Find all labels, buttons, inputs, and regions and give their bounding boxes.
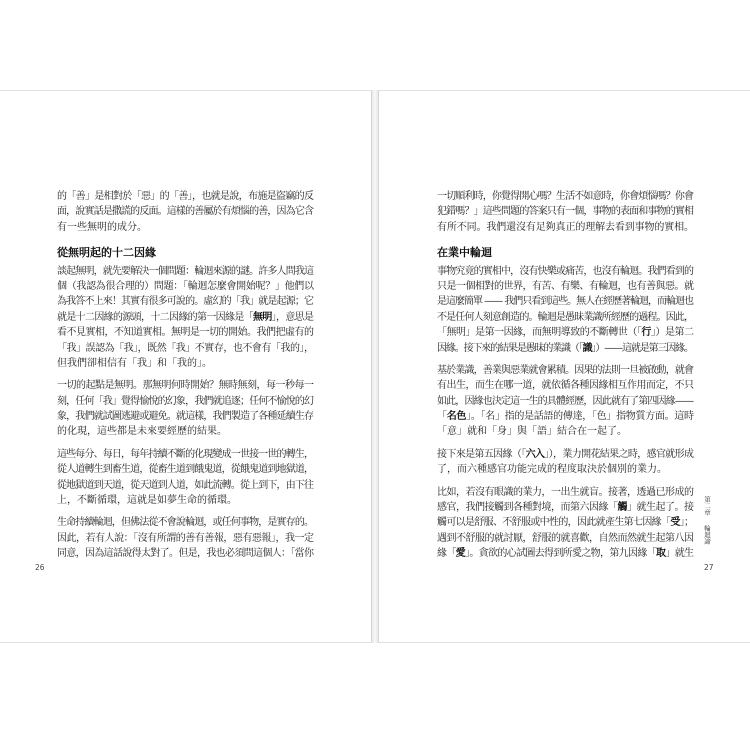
line-text: 同意，因為這話說得太對了。但是，我也必須問這個人：「當你 (57, 548, 314, 560)
text-line (437, 515, 694, 530)
text-run: 」）是第二 (650, 327, 694, 339)
text-run: 」就生 (665, 548, 694, 560)
line-text (437, 500, 694, 515)
chapter-tab (703, 496, 711, 544)
line-text: 從人道轉生到畜生道，從畜生道到餓鬼道，從餓鬼道到地獄道， (57, 464, 314, 476)
line-text: 面，說實話是撒謊的反面。這樣的善屬於有煩惱的善，因為它含 (57, 206, 314, 218)
line-text: 事物究竟的實相中，沒有快樂或痛苦，也沒有輪迴。我們看到的 (437, 265, 694, 277)
text-line (437, 462, 694, 477)
text-line (437, 394, 694, 409)
page-number-left: 26 (35, 563, 45, 572)
line-text: 犯錯嗎？」這些問題的答案只有一個，事物的表面和事物的實相 (437, 206, 694, 218)
text-line (57, 447, 314, 462)
text-run: 」），業力開花結果之時，感官就形成 (544, 448, 694, 460)
left-page-text (57, 189, 314, 562)
line-text: 從地獄道到天道，從天道到人道，如此流轉。從上到下，由下往 (57, 479, 314, 491)
text-line (57, 378, 314, 393)
text-line (57, 424, 314, 439)
line-text (437, 447, 693, 462)
text-line (437, 294, 694, 309)
text-line (437, 409, 694, 424)
line-text (437, 325, 694, 340)
text-line (437, 447, 694, 462)
line-text (437, 515, 693, 530)
text-run: 」，意思是 (271, 311, 314, 323)
text-run: 緣「 (437, 548, 456, 560)
text-line (57, 394, 314, 409)
text-line (57, 409, 314, 424)
text-run: 」。貪欲的心試圖去得到所愛之物，第九因緣「 (465, 548, 657, 560)
paragraph (437, 485, 694, 562)
text-line (437, 264, 694, 279)
line-text (437, 546, 693, 561)
text-line (57, 310, 314, 325)
text-run: 」； (679, 517, 694, 529)
text-line (437, 500, 694, 515)
text-line (437, 424, 694, 439)
line-text (437, 341, 693, 356)
emphasis-term: 行 (641, 327, 651, 339)
paragraph (437, 264, 694, 356)
text-line (437, 310, 694, 325)
line-text: 談起無明，就先要解決一個問題：輪迴來源的謎。許多人問我這 (57, 265, 314, 277)
paragraph (57, 264, 314, 372)
line-text: 這些每分、每日，每年持續不斷的化現變成一世接一世的轉生， (57, 448, 314, 460)
paragraph (437, 189, 694, 235)
line-text: 遇到不舒服的就討厭，舒服的就喜歡，自然而然就生起第八因 (437, 532, 694, 544)
paragraph (57, 189, 314, 235)
chapter-title: 輪迴諦 (703, 524, 711, 545)
text-line (437, 189, 694, 204)
text-run: 觸可以是舒服、不舒服或中性的，因此就產生第七因緣「 (437, 517, 671, 529)
line-text: 「意」就和「身」與「語」結合在一起了。 (437, 426, 627, 438)
text-run: 」）——這就是第三因緣。 (591, 342, 693, 354)
text-line (437, 220, 694, 235)
paragraph (57, 447, 314, 509)
line-text: 了，而六種感官功能完成的程度取決於個別的業力。 (437, 464, 667, 476)
line-text: 是這麼簡單 —— 我們只看到這些。無人在經歷著輪迴，而輪迴也 (437, 296, 693, 308)
text-line (437, 279, 694, 294)
text-run: 感官，我們接觸到各種對境，而第六因緣「 (437, 502, 618, 514)
line-text: 「我」誤認為「我」，既然「我」不實存，也不會有「我的」， (57, 342, 314, 354)
line-text: 只是一個相對的世界，有苦、有樂、有輪迴，也有善與惡。就 (437, 280, 694, 292)
line-text: 的「善」是相對於「惡」的「善」，也就是說，布施是盜竊的反 (57, 191, 314, 202)
text-line (437, 363, 694, 378)
emphasis-term: 觸 (617, 502, 627, 514)
text-line (57, 325, 314, 340)
text-run: 就是十二因緣的源頭，十二因緣的第一因緣是「 (57, 311, 253, 323)
line-text: 生命持續輪迴，但佛法從不會說輪迴，或任何事物，是實存的。 (57, 517, 314, 529)
emphasis-term: 名色 (446, 411, 467, 423)
text-line (57, 204, 314, 219)
page-number-right: 27 (704, 563, 714, 572)
paragraph (57, 515, 314, 561)
text-line (57, 356, 314, 371)
text-line (57, 493, 314, 508)
text-line (437, 546, 694, 561)
line-text: 一切順利時，你覺得開心嗎？生活不如意時，你會煩惱嗎？你會 (437, 191, 694, 202)
line-text: 象，我們就試圖逃避或避免。就這樣，我們製造了各種延續生存 (57, 411, 314, 423)
text-line (437, 531, 694, 546)
text-line (57, 279, 314, 294)
paragraph (437, 447, 694, 478)
text-line (57, 294, 314, 309)
line-text (437, 409, 694, 424)
emphasis-term: 六入 (525, 448, 545, 460)
text-line (57, 546, 314, 561)
text-run: 「無明」是第一因緣，而無明導致的不斷轉世（「 (437, 327, 642, 339)
section-heading: 在業中輪迴 (437, 246, 492, 260)
emphasis-term: 識 (582, 342, 592, 354)
paragraph (437, 363, 694, 440)
text-line (437, 341, 694, 356)
line-text: 有所不同。我們還沒有足夠真正的理解去看到事物的實相。 (437, 221, 694, 233)
text-line (57, 531, 314, 546)
line-text: 但我們卻相信有「我」和「我的」。 (57, 357, 212, 369)
line-text: 刻，任何「我」覺得愉悅的幻象，我們就追逐；任何不愉悅的幻 (57, 395, 314, 407)
line-text: 有出生，而生在哪一道，就依循各種因緣相互作用而定，不只 (437, 380, 694, 392)
text-line (437, 325, 694, 340)
line-text: 因此，若有人說：「沒有所謂的善有善報，惡有惡報」，我一定 (57, 532, 314, 544)
line-text: 不是任何人刻意創造的。輪迴是愚昧業識所經歷的過程。因此， (437, 311, 694, 323)
spine-gutter (372, 90, 378, 643)
chapter-number: 第二章 (703, 496, 711, 516)
line-text: 有一些無明的成分。 (57, 221, 147, 233)
emphasis-term: 無明 (253, 311, 272, 323)
text-line (437, 378, 694, 393)
text-line (57, 189, 314, 204)
text-line (437, 485, 694, 500)
text-run: 「 (437, 411, 447, 423)
text-line (57, 264, 314, 279)
right-page-text (437, 189, 694, 562)
line-text: 的化現，這些都是未來要經歷的結果。 (57, 426, 227, 438)
text-run: 」。「名」指的是話語的傳達，「色」指物質方面。這時 (466, 411, 694, 423)
text-line (57, 515, 314, 530)
line-text (57, 310, 313, 325)
text-line (437, 204, 694, 219)
line-text: 為我答不上來！其實有很多可說的。虛幻的「我」就是起源；它 (57, 296, 314, 308)
text-line (57, 478, 314, 493)
text-line (57, 220, 314, 235)
emphasis-term: 愛 (455, 548, 466, 560)
paragraph (57, 378, 314, 440)
line-text: 看不見實相，不知道實相。無明是一切的開始。我們把虛有的 (57, 327, 314, 339)
text-line (57, 462, 314, 477)
line-text: 一切的起點是無明。那無明何時開始？無時無刻，每一秒每一 (57, 380, 314, 392)
line-text: 比如，若沒有眼識的業力，一出生就盲。接著，透過已形成的 (437, 486, 694, 498)
text-line (57, 341, 314, 356)
text-run: 接下來是第五因緣（「 (437, 448, 526, 460)
text-run: 因緣。接下來的結果是愚昧的業識（「 (437, 342, 583, 354)
emphasis-term: 取 (656, 548, 666, 560)
text-run: 」就生起了。接 (627, 502, 694, 514)
line-text: 如此，因緣也決定這一生的具體經歷，因此就有了第四因緣—— (437, 395, 694, 407)
section-heading: 從無明起的十二因緣 (57, 246, 156, 260)
line-text: 個（我認為很合理的）問題：「輪迴怎麼會開始呢？」他們以 (57, 280, 314, 292)
line-text: 上，不斷循環，這就是如夢生命的循環。 (57, 495, 237, 507)
emphasis-term: 受 (670, 517, 680, 529)
line-text: 基於業識，善業與惡業就會累積。因果的法則一旦被啟動，就會 (437, 364, 694, 376)
